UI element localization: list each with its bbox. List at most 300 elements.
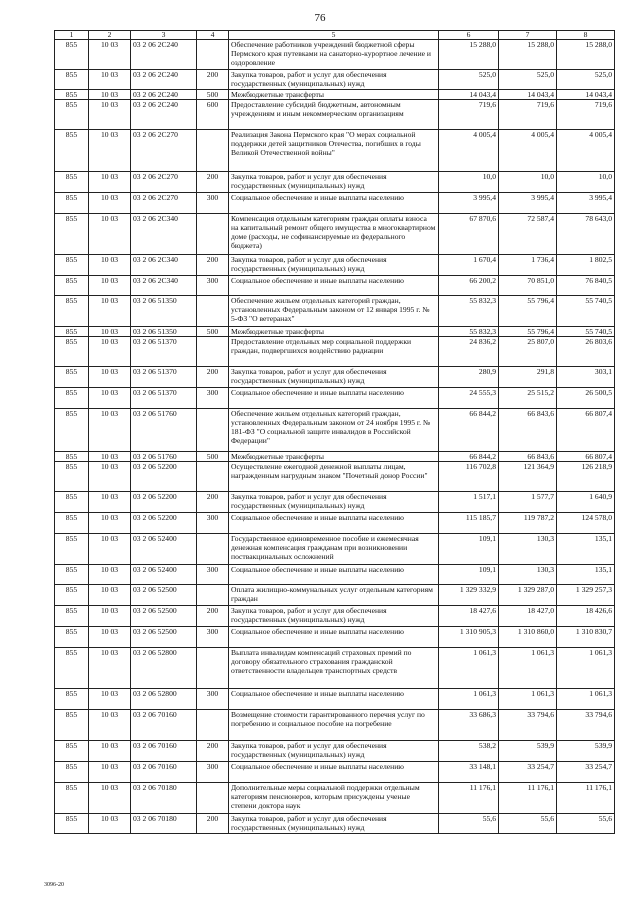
cell-amount-year3: 1 310 830,7 bbox=[557, 627, 615, 648]
cell-expense-type bbox=[197, 214, 229, 255]
cell-section-code: 10 03 bbox=[89, 783, 131, 814]
cell-amount-year3: 525,0 bbox=[557, 70, 615, 90]
cell-description: Государственное единовременное пособие и ежемесячная денежная компенсация гражданам при возникновении поствакцинальных осложнений bbox=[229, 534, 439, 565]
cell-expense-type bbox=[197, 462, 229, 492]
table-row bbox=[55, 452, 615, 462]
cell-section-code: 10 03 bbox=[89, 70, 131, 90]
table-row bbox=[55, 255, 615, 276]
cell-target-article: 03 2 06 52200 bbox=[131, 462, 197, 492]
cell-amount-year2: 33 254,7 bbox=[499, 762, 557, 783]
cell-description: Закупка товаров, работ и услуг для обеспечения государственных (муниципальных) нужд bbox=[229, 172, 439, 193]
cell-amount-year3: 14 043,4 bbox=[557, 90, 615, 100]
cell-expense-type: 300 bbox=[197, 565, 229, 585]
cell-admin-code: 855 bbox=[55, 462, 89, 492]
cell-amount-year3: 26 500,5 bbox=[557, 388, 615, 409]
cell-amount-year2: 121 364,9 bbox=[499, 462, 557, 492]
cell-amount-year3: 66 807,4 bbox=[557, 452, 615, 462]
cell-section-code: 10 03 bbox=[89, 327, 131, 337]
cell-target-article: 03 2 06 51760 bbox=[131, 452, 197, 462]
cell-description: Закупка товаров, работ и услуг для обеспечения государственных (муниципальных) нужд bbox=[229, 492, 439, 513]
cell-target-article: 03 2 06 52800 bbox=[131, 689, 197, 710]
cell-target-article: 03 2 06 51760 bbox=[131, 409, 197, 452]
cell-expense-type bbox=[197, 409, 229, 452]
cell-amount-year1: 1 061,3 bbox=[439, 689, 499, 710]
cell-expense-type: 300 bbox=[197, 689, 229, 710]
cell-amount-year1: 24 555,3 bbox=[439, 388, 499, 409]
cell-target-article: 03 2 06 52500 bbox=[131, 585, 197, 606]
cell-amount-year1: 15 288,0 bbox=[439, 40, 499, 70]
table-row bbox=[55, 276, 615, 296]
cell-amount-year2: 1 310 860,0 bbox=[499, 627, 557, 648]
cell-admin-code: 855 bbox=[55, 565, 89, 585]
cell-amount-year3: 539,9 bbox=[557, 741, 615, 762]
cell-amount-year3: 26 803,6 bbox=[557, 337, 615, 367]
cell-expense-type: 600 bbox=[197, 100, 229, 130]
cell-amount-year1: 66 844,2 bbox=[439, 452, 499, 462]
cell-amount-year2: 25 807,0 bbox=[499, 337, 557, 367]
table-row bbox=[55, 388, 615, 409]
cell-target-article: 03 2 06 51350 bbox=[131, 327, 197, 337]
cell-amount-year1: 4 005,4 bbox=[439, 130, 499, 172]
cell-description: Социальное обеспечение и иные выплаты населению bbox=[229, 276, 439, 296]
cell-description: Выплата инвалидам компенсаций страховых премий по договору обязательного страхования гражданской ответственности владельцев транспортных средств bbox=[229, 648, 439, 689]
cell-admin-code: 855 bbox=[55, 276, 89, 296]
cell-description: Предоставление отдельных мер социальной поддержки граждан, подвергшихся воздействию радиации bbox=[229, 337, 439, 367]
cell-amount-year3: 1 061,3 bbox=[557, 689, 615, 710]
cell-section-code: 10 03 bbox=[89, 492, 131, 513]
table-row bbox=[55, 513, 615, 534]
cell-amount-year1: 109,1 bbox=[439, 565, 499, 585]
cell-description: Реализация Закона Пермского края "О мерах социальной поддержки детей защитников Отечества, погибших в годы Великой Отечественной войны" bbox=[229, 130, 439, 172]
cell-target-article: 03 2 06 52500 bbox=[131, 627, 197, 648]
cell-amount-year1: 1 329 332,9 bbox=[439, 585, 499, 606]
cell-description: Социальное обеспечение и иные выплаты населению bbox=[229, 689, 439, 710]
cell-amount-year1: 538,2 bbox=[439, 741, 499, 762]
cell-admin-code: 855 bbox=[55, 513, 89, 534]
cell-amount-year3: 33 794,6 bbox=[557, 710, 615, 741]
cell-admin-code: 855 bbox=[55, 172, 89, 193]
cell-description: Межбюджетные трансферты bbox=[229, 327, 439, 337]
table-row bbox=[55, 100, 615, 130]
cell-description: Социальное обеспечение и иные выплаты населению bbox=[229, 762, 439, 783]
cell-admin-code: 855 bbox=[55, 409, 89, 452]
cell-target-article: 03 2 06 51370 bbox=[131, 388, 197, 409]
cell-amount-year2: 18 427,0 bbox=[499, 606, 557, 627]
cell-target-article: 03 2 06 51370 bbox=[131, 337, 197, 367]
page-number: 76 bbox=[314, 12, 326, 24]
cell-amount-year1: 66 200,2 bbox=[439, 276, 499, 296]
cell-amount-year3: 124 578,0 bbox=[557, 513, 615, 534]
cell-expense-type: 200 bbox=[197, 367, 229, 388]
cell-amount-year3: 1 640,9 bbox=[557, 492, 615, 513]
cell-amount-year2: 130,3 bbox=[499, 565, 557, 585]
table-row bbox=[55, 606, 615, 627]
cell-amount-year2: 25 515,2 bbox=[499, 388, 557, 409]
cell-amount-year3: 55 740,5 bbox=[557, 327, 615, 337]
cell-target-article: 03 2 06 2C340 bbox=[131, 276, 197, 296]
table-row bbox=[55, 741, 615, 762]
cell-section-code: 10 03 bbox=[89, 710, 131, 741]
cell-amount-year1: 33 686,3 bbox=[439, 710, 499, 741]
cell-section-code: 10 03 bbox=[89, 452, 131, 462]
table-row bbox=[55, 172, 615, 193]
cell-amount-year3: 66 807,4 bbox=[557, 409, 615, 452]
column-number: 6 bbox=[439, 31, 499, 40]
cell-expense-type: 300 bbox=[197, 388, 229, 409]
cell-amount-year2: 3 995,4 bbox=[499, 193, 557, 214]
cell-expense-type: 300 bbox=[197, 627, 229, 648]
cell-amount-year3: 11 176,1 bbox=[557, 783, 615, 814]
cell-admin-code: 855 bbox=[55, 214, 89, 255]
cell-section-code: 10 03 bbox=[89, 130, 131, 172]
cell-amount-year2: 291,8 bbox=[499, 367, 557, 388]
cell-amount-year2: 66 843,6 bbox=[499, 452, 557, 462]
table-row bbox=[55, 214, 615, 255]
cell-amount-year2: 14 043,4 bbox=[499, 90, 557, 100]
cell-section-code: 10 03 bbox=[89, 606, 131, 627]
cell-section-code: 10 03 bbox=[89, 337, 131, 367]
cell-amount-year3: 33 254,7 bbox=[557, 762, 615, 783]
cell-expense-type: 200 bbox=[197, 255, 229, 276]
cell-expense-type bbox=[197, 585, 229, 606]
cell-target-article: 03 2 06 52200 bbox=[131, 513, 197, 534]
cell-admin-code: 855 bbox=[55, 337, 89, 367]
cell-target-article: 03 2 06 2C270 bbox=[131, 193, 197, 214]
cell-section-code: 10 03 bbox=[89, 100, 131, 130]
cell-description: Обеспечение жильем отдельных категорий граждан, установленных Федеральным законом от 12 января 1995 г. № 5-ФЗ "О ветеранах" bbox=[229, 296, 439, 327]
cell-amount-year3: 78 643,0 bbox=[557, 214, 615, 255]
cell-target-article: 03 2 06 2C340 bbox=[131, 255, 197, 276]
cell-amount-year2: 11 176,1 bbox=[499, 783, 557, 814]
table-row bbox=[55, 367, 615, 388]
cell-description: Дополнительные меры социальной поддержки отдельным категориям пенсионеров, которым присуждены ученые степени доктора наук bbox=[229, 783, 439, 814]
cell-amount-year2: 1 061,3 bbox=[499, 689, 557, 710]
cell-description: Межбюджетные трансферты bbox=[229, 90, 439, 100]
cell-amount-year3: 15 288,0 bbox=[557, 40, 615, 70]
cell-amount-year2: 55 796,4 bbox=[499, 327, 557, 337]
cell-description: Обеспечение жильем отдельных категорий граждан, установленных Федеральным законом от 24 ноября 1995 г. № 181-ФЗ "О социальной защите инвалидов в Российской Федерации" bbox=[229, 409, 439, 452]
cell-section-code: 10 03 bbox=[89, 388, 131, 409]
cell-section-code: 10 03 bbox=[89, 627, 131, 648]
cell-expense-type: 200 bbox=[197, 70, 229, 90]
cell-admin-code: 855 bbox=[55, 606, 89, 627]
table-row bbox=[55, 193, 615, 214]
cell-admin-code: 855 bbox=[55, 783, 89, 814]
cell-section-code: 10 03 bbox=[89, 214, 131, 255]
cell-target-article: 03 2 06 2C240 bbox=[131, 40, 197, 70]
cell-admin-code: 855 bbox=[55, 762, 89, 783]
cell-expense-type: 300 bbox=[197, 276, 229, 296]
column-number: 5 bbox=[229, 31, 439, 40]
cell-target-article: 03 2 06 2C240 bbox=[131, 90, 197, 100]
cell-amount-year3: 3 995,4 bbox=[557, 193, 615, 214]
cell-admin-code: 855 bbox=[55, 367, 89, 388]
cell-amount-year1: 1 670,4 bbox=[439, 255, 499, 276]
cell-description: Социальное обеспечение и иные выплаты населению bbox=[229, 627, 439, 648]
cell-amount-year2: 525,0 bbox=[499, 70, 557, 90]
cell-section-code: 10 03 bbox=[89, 689, 131, 710]
table-row bbox=[55, 327, 615, 337]
cell-section-code: 10 03 bbox=[89, 255, 131, 276]
cell-amount-year1: 719,6 bbox=[439, 100, 499, 130]
cell-amount-year2: 72 587,4 bbox=[499, 214, 557, 255]
cell-description: Социальное обеспечение и иные выплаты населению bbox=[229, 513, 439, 534]
table-row bbox=[55, 90, 615, 100]
cell-amount-year3: 10,0 bbox=[557, 172, 615, 193]
cell-amount-year3: 135,1 bbox=[557, 534, 615, 565]
cell-expense-type: 500 bbox=[197, 90, 229, 100]
cell-amount-year1: 14 043,4 bbox=[439, 90, 499, 100]
column-number: 3 bbox=[131, 31, 197, 40]
cell-amount-year1: 109,1 bbox=[439, 534, 499, 565]
cell-amount-year2: 1 329 287,0 bbox=[499, 585, 557, 606]
cell-admin-code: 855 bbox=[55, 255, 89, 276]
cell-amount-year1: 1 310 905,3 bbox=[439, 627, 499, 648]
cell-target-article: 03 2 06 70160 bbox=[131, 762, 197, 783]
cell-amount-year1: 3 995,4 bbox=[439, 193, 499, 214]
cell-expense-type bbox=[197, 40, 229, 70]
cell-expense-type bbox=[197, 710, 229, 741]
column-number: 7 bbox=[499, 31, 557, 40]
table-row bbox=[55, 762, 615, 783]
column-numbers-row bbox=[55, 31, 615, 40]
cell-amount-year1: 10,0 bbox=[439, 172, 499, 193]
cell-amount-year3: 1 061,3 bbox=[557, 648, 615, 689]
cell-admin-code: 855 bbox=[55, 689, 89, 710]
cell-amount-year1: 55 832,3 bbox=[439, 327, 499, 337]
cell-expense-type: 200 bbox=[197, 172, 229, 193]
cell-section-code: 10 03 bbox=[89, 648, 131, 689]
table-row bbox=[55, 648, 615, 689]
column-number: 8 bbox=[557, 31, 615, 40]
cell-amount-year1: 18 427,6 bbox=[439, 606, 499, 627]
cell-target-article: 03 2 06 2C240 bbox=[131, 100, 197, 130]
cell-amount-year3: 303,1 bbox=[557, 367, 615, 388]
column-number: 2 bbox=[89, 31, 131, 40]
cell-expense-type: 200 bbox=[197, 492, 229, 513]
cell-admin-code: 855 bbox=[55, 814, 89, 834]
cell-amount-year1: 115 185,7 bbox=[439, 513, 499, 534]
cell-amount-year1: 11 176,1 bbox=[439, 783, 499, 814]
cell-admin-code: 855 bbox=[55, 90, 89, 100]
cell-admin-code: 855 bbox=[55, 492, 89, 513]
cell-admin-code: 855 bbox=[55, 40, 89, 70]
cell-target-article: 03 2 06 51370 bbox=[131, 367, 197, 388]
cell-target-article: 03 2 06 52400 bbox=[131, 534, 197, 565]
table-row bbox=[55, 627, 615, 648]
cell-description: Социальное обеспечение и иные выплаты населению bbox=[229, 193, 439, 214]
cell-admin-code: 855 bbox=[55, 388, 89, 409]
cell-section-code: 10 03 bbox=[89, 814, 131, 834]
cell-admin-code: 855 bbox=[55, 70, 89, 90]
cell-amount-year2: 55,6 bbox=[499, 814, 557, 834]
cell-amount-year2: 719,6 bbox=[499, 100, 557, 130]
cell-target-article: 03 2 06 70180 bbox=[131, 814, 197, 834]
cell-target-article: 03 2 06 2C270 bbox=[131, 130, 197, 172]
cell-description: Социальное обеспечение и иные выплаты населению bbox=[229, 388, 439, 409]
cell-expense-type: 300 bbox=[197, 193, 229, 214]
table-row bbox=[55, 70, 615, 90]
cell-expense-type: 300 bbox=[197, 762, 229, 783]
cell-section-code: 10 03 bbox=[89, 513, 131, 534]
document-code: 3096-20 bbox=[44, 882, 64, 888]
cell-admin-code: 855 bbox=[55, 130, 89, 172]
cell-admin-code: 855 bbox=[55, 327, 89, 337]
cell-amount-year2: 1 061,3 bbox=[499, 648, 557, 689]
cell-amount-year3: 126 218,9 bbox=[557, 462, 615, 492]
cell-expense-type bbox=[197, 296, 229, 327]
cell-target-article: 03 2 06 52800 bbox=[131, 648, 197, 689]
cell-admin-code: 855 bbox=[55, 648, 89, 689]
cell-amount-year3: 18 426,6 bbox=[557, 606, 615, 627]
cell-admin-code: 855 bbox=[55, 627, 89, 648]
cell-amount-year1: 55 832,3 bbox=[439, 296, 499, 327]
cell-amount-year2: 1 736,4 bbox=[499, 255, 557, 276]
column-number: 4 bbox=[197, 31, 229, 40]
cell-description: Закупка товаров, работ и услуг для обеспечения государственных (муниципальных) нужд bbox=[229, 255, 439, 276]
cell-description: Оплата жилищно-коммунальных услуг отдельным категориям граждан bbox=[229, 585, 439, 606]
cell-target-article: 03 2 06 52200 bbox=[131, 492, 197, 513]
cell-expense-type bbox=[197, 648, 229, 689]
cell-target-article: 03 2 06 52400 bbox=[131, 565, 197, 585]
column-number: 1 bbox=[55, 31, 89, 40]
cell-amount-year1: 33 148,1 bbox=[439, 762, 499, 783]
cell-amount-year2: 15 288,0 bbox=[499, 40, 557, 70]
cell-target-article: 03 2 06 70160 bbox=[131, 741, 197, 762]
cell-amount-year1: 66 844,2 bbox=[439, 409, 499, 452]
cell-amount-year1: 525,0 bbox=[439, 70, 499, 90]
cell-admin-code: 855 bbox=[55, 585, 89, 606]
cell-description: Обеспечение работников учреждений бюджетной сферы Пермского края путевками на санаторно-курортное лечение и оздоровление bbox=[229, 40, 439, 70]
cell-section-code: 10 03 bbox=[89, 762, 131, 783]
cell-admin-code: 855 bbox=[55, 710, 89, 741]
table-row bbox=[55, 534, 615, 565]
cell-section-code: 10 03 bbox=[89, 585, 131, 606]
cell-description: Возмещение стоимости гарантированного перечня услуг по погребению и социальное пособие на погребение bbox=[229, 710, 439, 741]
cell-section-code: 10 03 bbox=[89, 296, 131, 327]
cell-amount-year1: 55,6 bbox=[439, 814, 499, 834]
cell-expense-type bbox=[197, 337, 229, 367]
cell-amount-year2: 10,0 bbox=[499, 172, 557, 193]
cell-description: Закупка товаров, работ и услуг для обеспечения государственных (муниципальных) нужд bbox=[229, 606, 439, 627]
cell-description: Межбюджетные трансферты bbox=[229, 452, 439, 462]
table-row bbox=[55, 40, 615, 70]
cell-section-code: 10 03 bbox=[89, 276, 131, 296]
cell-section-code: 10 03 bbox=[89, 741, 131, 762]
cell-description: Предоставление субсидий бюджетным, автономным учреждениям и иным некоммерческим организациям bbox=[229, 100, 439, 130]
cell-expense-type: 300 bbox=[197, 513, 229, 534]
cell-expense-type bbox=[197, 783, 229, 814]
cell-section-code: 10 03 bbox=[89, 462, 131, 492]
cell-admin-code: 855 bbox=[55, 296, 89, 327]
cell-target-article: 03 2 06 70180 bbox=[131, 783, 197, 814]
cell-expense-type bbox=[197, 534, 229, 565]
table-row bbox=[55, 462, 615, 492]
cell-amount-year3: 1 802,5 bbox=[557, 255, 615, 276]
budget-table bbox=[54, 30, 615, 834]
cell-expense-type: 500 bbox=[197, 452, 229, 462]
cell-target-article: 03 2 06 2C240 bbox=[131, 70, 197, 90]
cell-admin-code: 855 bbox=[55, 452, 89, 462]
table-row bbox=[55, 130, 615, 172]
cell-amount-year1: 1 517,1 bbox=[439, 492, 499, 513]
cell-amount-year3: 55 740,5 bbox=[557, 296, 615, 327]
cell-description: Закупка товаров, работ и услуг для обеспечения государственных (муниципальных) нужд bbox=[229, 741, 439, 762]
cell-amount-year3: 719,6 bbox=[557, 100, 615, 130]
cell-amount-year3: 76 840,5 bbox=[557, 276, 615, 296]
table-row bbox=[55, 585, 615, 606]
cell-amount-year1: 24 836,2 bbox=[439, 337, 499, 367]
cell-amount-year1: 1 061,3 bbox=[439, 648, 499, 689]
cell-target-article: 03 2 06 2C340 bbox=[131, 214, 197, 255]
cell-target-article: 03 2 06 2C270 bbox=[131, 172, 197, 193]
cell-section-code: 10 03 bbox=[89, 565, 131, 585]
cell-amount-year1: 116 702,8 bbox=[439, 462, 499, 492]
cell-amount-year2: 130,3 bbox=[499, 534, 557, 565]
cell-section-code: 10 03 bbox=[89, 172, 131, 193]
cell-section-code: 10 03 bbox=[89, 367, 131, 388]
cell-amount-year2: 33 794,6 bbox=[499, 710, 557, 741]
cell-amount-year2: 70 851,0 bbox=[499, 276, 557, 296]
table-row bbox=[55, 783, 615, 814]
table-row bbox=[55, 565, 615, 585]
cell-section-code: 10 03 bbox=[89, 409, 131, 452]
cell-admin-code: 855 bbox=[55, 741, 89, 762]
cell-amount-year3: 135,1 bbox=[557, 565, 615, 585]
cell-section-code: 10 03 bbox=[89, 534, 131, 565]
cell-description: Закупка товаров, работ и услуг для обеспечения государственных (муниципальных) нужд bbox=[229, 70, 439, 90]
cell-admin-code: 855 bbox=[55, 534, 89, 565]
cell-amount-year2: 119 787,2 bbox=[499, 513, 557, 534]
cell-description: Закупка товаров, работ и услуг для обеспечения государственных (муниципальных) нужд bbox=[229, 814, 439, 834]
cell-admin-code: 855 bbox=[55, 193, 89, 214]
cell-description: Закупка товаров, работ и услуг для обеспечения государственных (муниципальных) нужд bbox=[229, 367, 439, 388]
cell-expense-type: 200 bbox=[197, 814, 229, 834]
table-row bbox=[55, 814, 615, 834]
table-row bbox=[55, 492, 615, 513]
table-row bbox=[55, 337, 615, 367]
cell-admin-code: 855 bbox=[55, 100, 89, 130]
cell-amount-year1: 280,9 bbox=[439, 367, 499, 388]
table-row bbox=[55, 409, 615, 452]
cell-target-article: 03 2 06 70160 bbox=[131, 710, 197, 741]
cell-section-code: 10 03 bbox=[89, 40, 131, 70]
cell-target-article: 03 2 06 51350 bbox=[131, 296, 197, 327]
cell-amount-year2: 1 577,7 bbox=[499, 492, 557, 513]
cell-section-code: 10 03 bbox=[89, 90, 131, 100]
cell-expense-type: 200 bbox=[197, 741, 229, 762]
cell-expense-type: 200 bbox=[197, 606, 229, 627]
cell-amount-year3: 55,6 bbox=[557, 814, 615, 834]
table-row bbox=[55, 296, 615, 327]
cell-expense-type bbox=[197, 130, 229, 172]
cell-expense-type: 500 bbox=[197, 327, 229, 337]
cell-description: Компенсация отдельным категориям граждан оплаты взноса на капитальный ремонт общего имущества в многоквартирном доме (расходы, не софинансируемые из федерального бюджета) bbox=[229, 214, 439, 255]
cell-description: Социальное обеспечение и иные выплаты населению bbox=[229, 565, 439, 585]
cell-amount-year2: 539,9 bbox=[499, 741, 557, 762]
table-row bbox=[55, 710, 615, 741]
cell-amount-year2: 55 796,4 bbox=[499, 296, 557, 327]
cell-amount-year2: 66 843,6 bbox=[499, 409, 557, 452]
cell-amount-year3: 1 329 257,3 bbox=[557, 585, 615, 606]
table-row bbox=[55, 689, 615, 710]
cell-section-code: 10 03 bbox=[89, 193, 131, 214]
cell-amount-year3: 4 005,4 bbox=[557, 130, 615, 172]
cell-target-article: 03 2 06 52500 bbox=[131, 606, 197, 627]
cell-amount-year2: 4 005,4 bbox=[499, 130, 557, 172]
cell-description: Осуществление ежегодной денежной выплаты лицам, награжденным нагрудным знаком "Почетный донор России" bbox=[229, 462, 439, 492]
cell-amount-year1: 67 870,6 bbox=[439, 214, 499, 255]
